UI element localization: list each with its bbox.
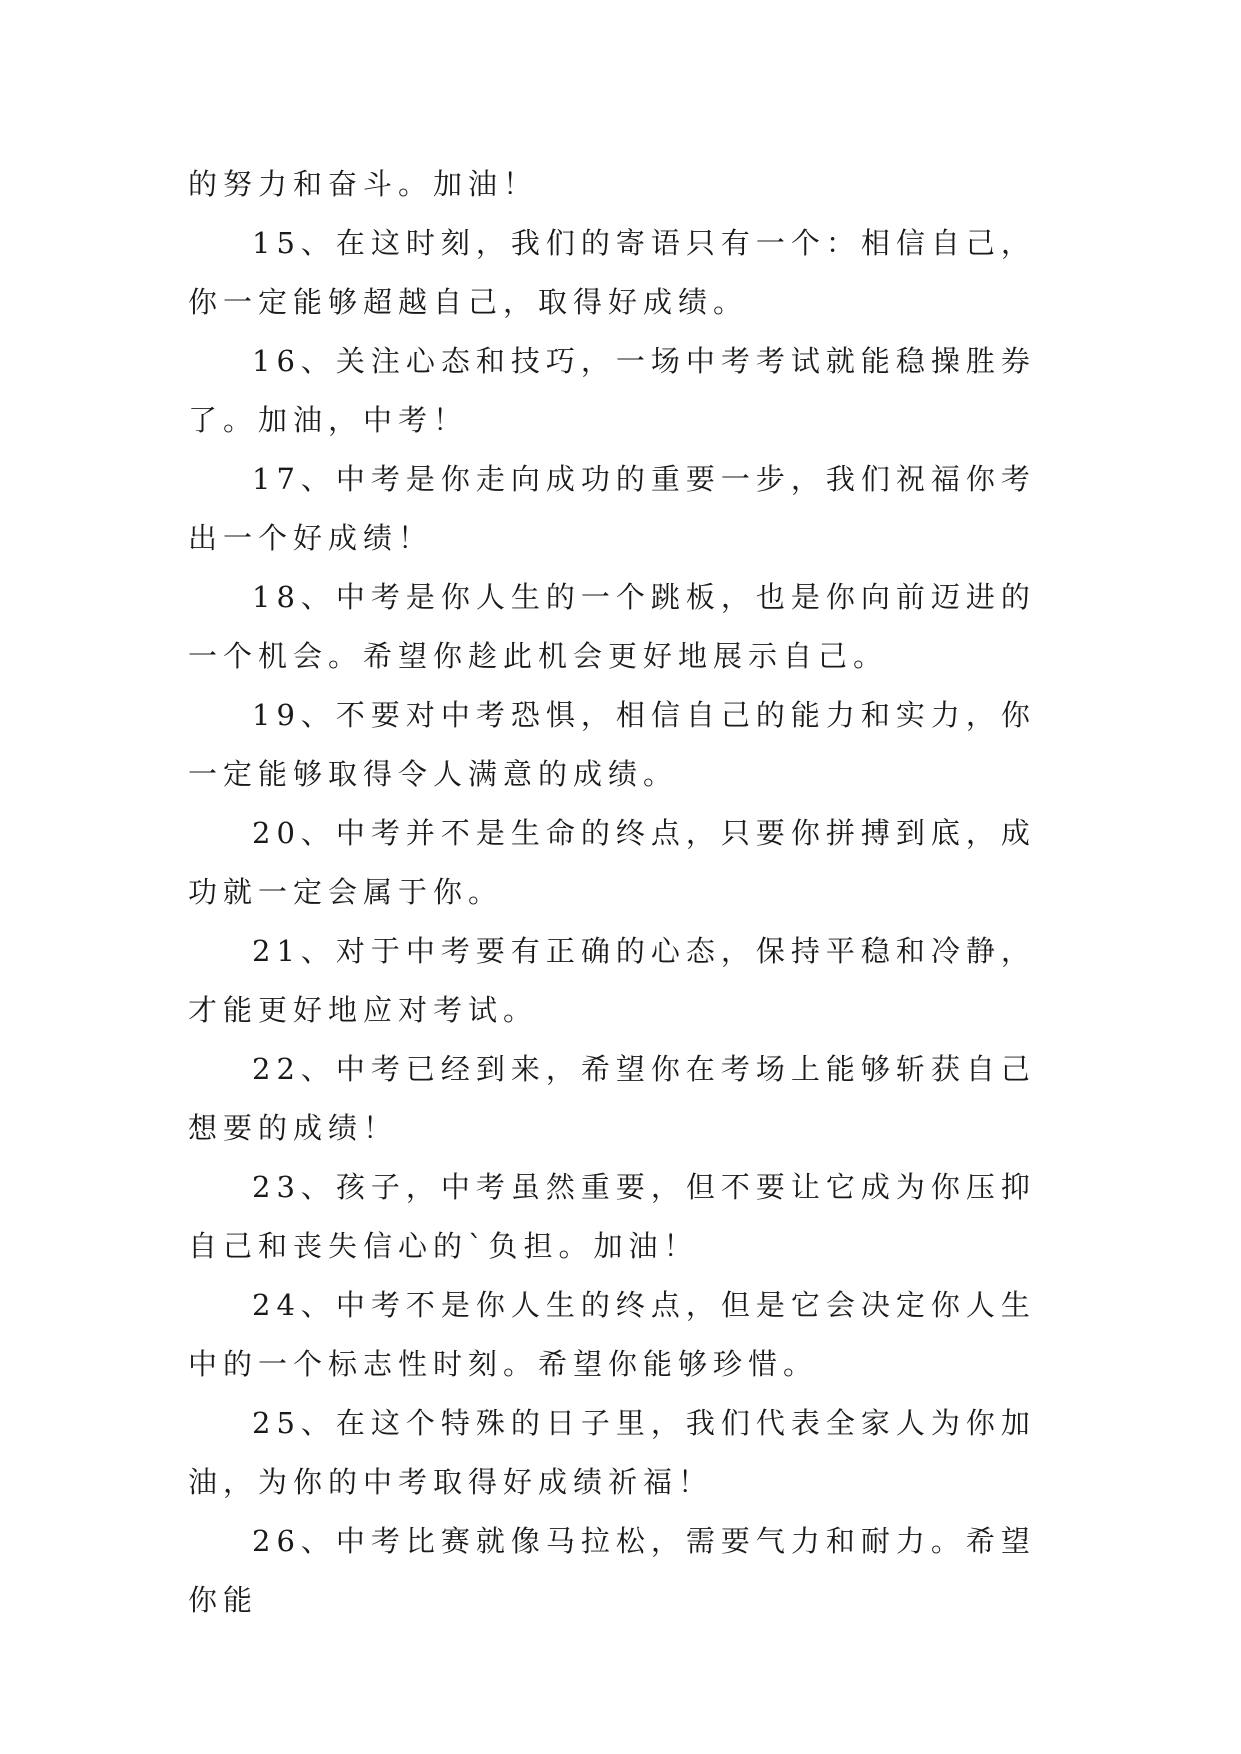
paragraph-20: 20、中考并不是生命的终点，只要你拼搏到底，成功就一定会属于你。 [188,816,1036,909]
paragraph-17: 17、中考是你走向成功的重要一步，我们祝福你考出一个好成绩！ [188,462,1036,555]
paragraph-25: 25、在这个特殊的日子里，我们代表全家人为你加油，为你的中考取得好成绩祈福！ [188,1406,1036,1499]
paragraph-continuation: 的努力和奋斗。加油！ [188,167,539,201]
paragraph-24: 24、中考不是你人生的终点，但是它会决定你人生中的一个标志性时刻。希望你能够珍惜。 [188,1288,1036,1381]
paragraph-15: 15、在这时刻，我们的寄语只有一个：相信自己，你一定能够超越自己，取得好成绩。 [188,226,1036,319]
paragraph-19: 19、不要对中考恐惧，相信自己的能力和实力，你一定能够取得令人满意的成绩。 [188,698,1036,791]
body-text [188,155,1068,1630]
paragraph-26: 26、中考比赛就像马拉松，需要气力和耐力。希望你能 [188,1524,1036,1617]
paragraph-21: 21、对于中考要有正确的心态，保持平稳和冷静，才能更好地应对考试。 [188,934,1036,1027]
paragraph-22: 22、中考已经到来，希望你在考场上能够斩获自己想要的成绩！ [188,1052,1036,1145]
paragraph-16: 16、关注心态和技巧，一场中考考试就能稳操胜券了。加油，中考！ [188,344,1036,437]
paragraph-18: 18、中考是你人生的一个跳板，也是你向前迈进的一个机会。希望你趁此机会更好地展示自己。 [188,580,1036,673]
paragraph-23: 23、孩子，中考虽然重要，但不要让它成为你压抑自己和丧失信心的`负担。加油！ [188,1170,1036,1263]
